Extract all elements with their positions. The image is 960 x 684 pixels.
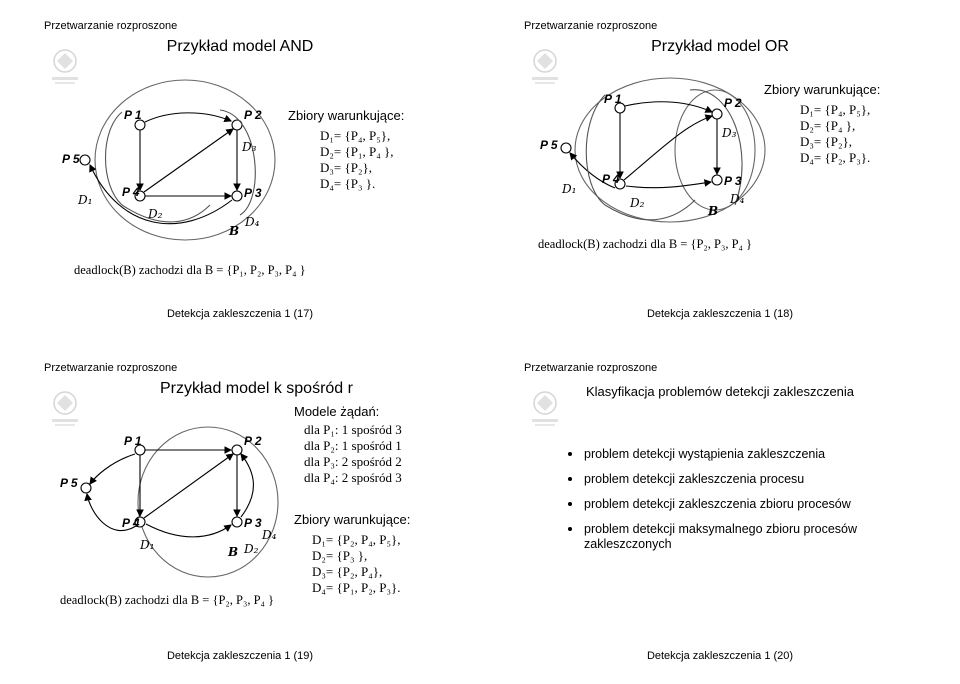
presentation-header: Przetwarzanie rozproszone (524, 362, 658, 374)
set-d1: D₁= {P₂, P₄, P₅}, (312, 532, 401, 547)
slide-footer: Detekcja zakleszczenia 1 (17) (166, 308, 314, 320)
slide-title: Przykład model k spośród r (160, 380, 353, 397)
set-d2: D₂= {P₁, P₄ }, (320, 144, 394, 159)
presentation-header: Przetwarzanie rozproszone (44, 362, 178, 374)
deadlock-statement: deadlock(B) zachodzi dla B = {P₂, P₃, P₄ } (538, 237, 753, 251)
label-d4: D₄ (262, 528, 277, 542)
node-p5: P 5 (62, 152, 80, 166)
model-p2: dla P₂: 1 spośród 1 (304, 438, 402, 453)
model-p4: dla P₄: 2 spośród 3 (304, 470, 402, 485)
sets-title: Zbiory warunkujące: (764, 82, 881, 97)
node-p5: P 5 (60, 476, 78, 490)
presentation-header: Przetwarzanie rozproszone (524, 20, 658, 32)
slide-footer: Detekcja zakleszczenia 1 (18) (646, 308, 794, 320)
model-p1: dla P₁: 1 spośród 3 (304, 422, 402, 437)
label-d4: D₄ (245, 215, 260, 229)
node-p3: P 3 (244, 516, 262, 530)
node-p3: P 3 (244, 186, 262, 200)
label-b: B (708, 204, 719, 218)
set-d4: D₄= {P₂, P₃}. (800, 150, 871, 165)
set-d4: D₄= {P₁, P₂, P₃}. (312, 580, 401, 595)
slide-title: Przykład model AND (166, 38, 314, 55)
problem-list (566, 447, 904, 562)
label-d3: D₃ (242, 140, 257, 154)
node-p4: P 4 (602, 172, 620, 186)
list-item: problem detekcji zakleszczenia zbioru procesów (566, 497, 904, 512)
conditioning-sets (294, 512, 410, 596)
list-item: problem detekcji wystąpienia zakleszczenia (566, 447, 904, 462)
deadlock-statement: deadlock(B) zachodzi dla B = {P₂, P₃, P₄ } (60, 593, 275, 607)
node-p5: P 5 (540, 138, 558, 152)
node-p1: P 1 (124, 434, 142, 448)
node-p2: P 2 (724, 96, 742, 110)
label-d1: D₁ (78, 193, 93, 207)
set-d4: D₄= {P₃ }. (320, 176, 376, 191)
set-d1: D₁= {P₄, P₅}, (320, 128, 391, 143)
or-model-graph (480, 0, 960, 342)
label-d1: D₁ (562, 182, 577, 196)
sets-title: Zbiory warunkujące: (294, 512, 411, 527)
list-item: problem detekcji zakleszczenia procesu (566, 472, 904, 487)
node-p3: P 3 (724, 174, 742, 188)
node-p2: P 2 (244, 108, 262, 122)
model-p3: dla P₃: 2 spośród 2 (304, 454, 402, 469)
slide-18 (480, 0, 960, 342)
node-p2: P 2 (244, 434, 262, 448)
slide-19 (0, 342, 480, 684)
label-d4: D₄ (730, 192, 745, 206)
slide-footer: Detekcja zakleszczenia 1 (20) (646, 650, 794, 662)
label-b: B (228, 545, 239, 559)
node-p1: P 1 (124, 108, 142, 122)
set-d3: D₃= {P₂}, (320, 160, 372, 175)
slide-17 (0, 0, 480, 342)
presentation-header: Przetwarzanie rozproszone (44, 20, 178, 32)
label-d2: D₂ (630, 196, 645, 210)
conditioning-sets (288, 108, 404, 192)
conditioning-sets (764, 82, 880, 166)
label-d3: D₃ (722, 126, 737, 140)
label-d2: D₂ (148, 207, 163, 221)
request-models (294, 404, 402, 486)
set-d3: D₃= {P₂, P₄}, (312, 564, 383, 579)
deadlock-statement: deadlock(B) zachodzi dla B = {P₁, P₂, P₃, P₄ } (74, 263, 306, 277)
set-d1: D₁= {P₄, P₅}, (800, 102, 871, 117)
slide-title: Przykład model OR (651, 38, 789, 55)
label-d1: D₁ (140, 538, 155, 552)
models-title: Modele żądań: (294, 404, 380, 419)
node-p4: P 4 (122, 516, 140, 530)
node-p4: P 4 (122, 185, 140, 199)
sets-title: Zbiory warunkujące: (288, 108, 405, 123)
node-p1: P 1 (604, 92, 622, 106)
and-model-graph (0, 0, 480, 342)
slide-title: Klasyfikacja problemów detekcji zakleszczenia (585, 384, 855, 399)
set-d3: D₃= {P₂}, (800, 134, 852, 149)
slide-20 (480, 342, 960, 684)
slide-footer: Detekcja zakleszczenia 1 (19) (166, 650, 314, 662)
label-b: B (229, 224, 240, 238)
list-item: problem detekcji maksymalnego zbioru procesów zakleszczonych (566, 522, 904, 552)
set-d2: D₂= {P₄ }, (800, 118, 856, 133)
set-d2: D₂= {P₃ }, (312, 548, 368, 563)
label-d2: D₂ (244, 542, 259, 556)
